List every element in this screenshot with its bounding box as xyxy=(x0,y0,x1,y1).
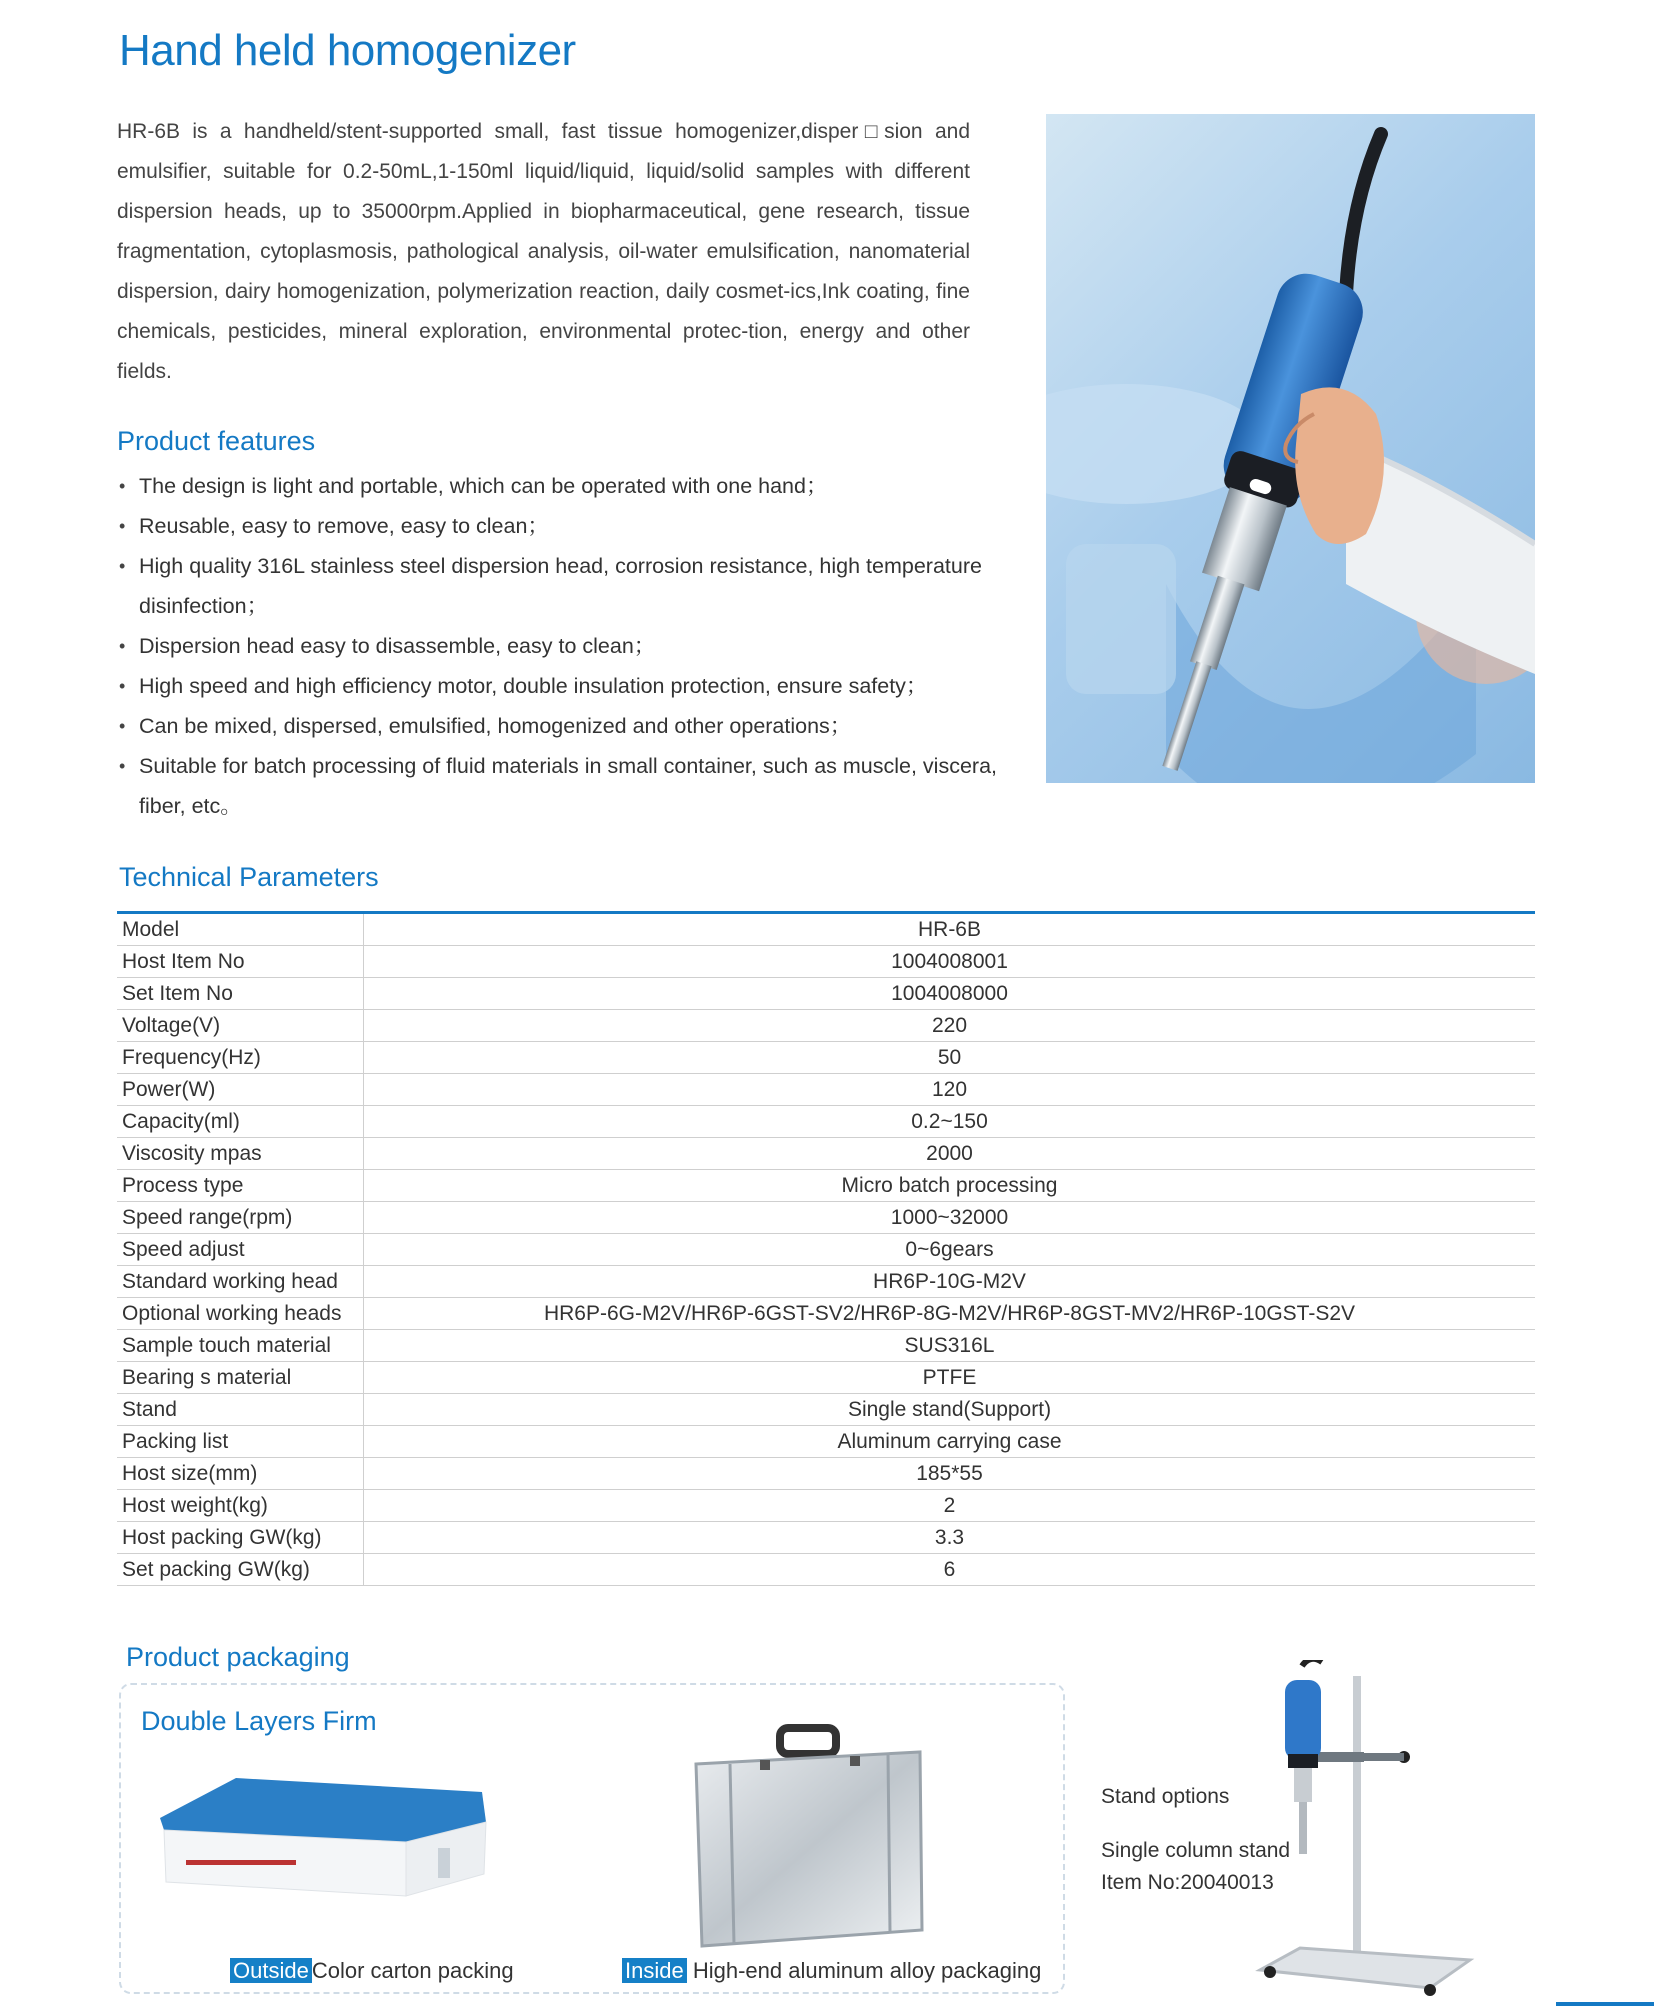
param-label: Speed adjust xyxy=(117,1234,364,1266)
table-row xyxy=(117,1266,1535,1298)
product-photo xyxy=(1046,114,1535,783)
param-value: 50 xyxy=(364,1042,1536,1074)
param-value: 6 xyxy=(364,1554,1536,1586)
features-heading: Product features xyxy=(117,426,316,456)
table-row xyxy=(117,1106,1535,1138)
param-label: Capacity(ml) xyxy=(117,1106,364,1138)
param-value: Aluminum carrying case xyxy=(364,1426,1536,1458)
param-value: PTFE xyxy=(364,1362,1536,1394)
outside-tag: Outside xyxy=(230,1958,312,1983)
table-row xyxy=(117,1138,1535,1170)
feature-item: • Dispersion head easy to disassemble, easy to clean； xyxy=(117,626,997,666)
page-title: Hand held homogenizer xyxy=(119,26,576,75)
param-value: 3.3 xyxy=(364,1522,1536,1554)
param-value: 0.2~150 xyxy=(364,1106,1536,1138)
feature-item: • The design is light and portable, which can be operated with one hand； xyxy=(117,466,997,506)
param-value: Micro batch processing xyxy=(364,1170,1536,1202)
table-row xyxy=(117,1074,1535,1106)
params-table xyxy=(117,914,1535,1586)
packaging-heading: Product packaging xyxy=(126,1642,350,1672)
param-label: Optional working heads xyxy=(117,1298,364,1330)
param-label: Host size(mm) xyxy=(117,1458,364,1490)
stand-options-label: Stand options xyxy=(1101,1785,1230,1808)
param-value: SUS316L xyxy=(364,1330,1536,1362)
param-label: Host weight(kg) xyxy=(117,1490,364,1522)
param-label: Model xyxy=(117,914,364,946)
param-value: 1004008001 xyxy=(364,946,1536,978)
param-label: Sample touch material xyxy=(117,1330,364,1362)
single-column-stand-illustration xyxy=(1240,1660,1480,2005)
outside-text: Color carton packing xyxy=(311,1958,514,1983)
param-label: Standard working head xyxy=(117,1266,364,1298)
param-label: Speed range(rpm) xyxy=(117,1202,364,1234)
param-value: HR6P-10G-M2V xyxy=(364,1266,1536,1298)
feature-item: • Can be mixed, dispersed, emulsified, homogenized and other operations； xyxy=(117,706,997,746)
table-row xyxy=(117,1330,1535,1362)
inside-caption xyxy=(622,1958,1041,1984)
table-row xyxy=(117,1010,1535,1042)
param-label: Set packing GW(kg) xyxy=(117,1554,364,1586)
param-label: Host Item No xyxy=(117,946,364,978)
param-label: Packing list xyxy=(117,1426,364,1458)
table-row xyxy=(117,1522,1535,1554)
param-label: Host packing GW(kg) xyxy=(117,1522,364,1554)
inside-text: High-end aluminum alloy packaging xyxy=(686,1958,1042,1983)
param-label: Frequency(Hz) xyxy=(117,1042,364,1074)
intro-paragraph: HR-6B is a handheld/stent-supported small, fast tissue homogenizer,disper□sion and emulsifier, suitable for 0.2-50mL,1-150ml liquid/liquid, liquid/solid samples with different dispersion heads, up to 35000rpm.Applied in biopharmaceutical, gene research, tissue fragmentation, cytoplasmosis, pathological analysis, oil-water emulsification, nanomaterial dispersion, dairy homogenization, polymerization reaction, daily cosmet-ics,Ink coating, fine chemicals, pesticides, mineral exploration, environmental protec-tion, energy and other fields. xyxy=(117,120,970,383)
aluminum-case-illustration xyxy=(690,1724,930,1950)
table-row xyxy=(117,914,1535,946)
feature-item: • Suitable for batch processing of fluid materials in small container, such as muscle, viscera, fiber, etc。 xyxy=(117,746,997,826)
table-row xyxy=(117,978,1535,1010)
table-row xyxy=(117,946,1535,978)
footer-accent-bar xyxy=(1556,2002,1654,2006)
table-row xyxy=(117,1426,1535,1458)
feature-item: • Reusable, easy to remove, easy to clean； xyxy=(117,506,997,546)
table-row xyxy=(117,1490,1535,1522)
param-label: Set Item No xyxy=(117,978,364,1010)
params-heading: Technical Parameters xyxy=(119,862,379,892)
packaging-box-title: Double Layers Firm xyxy=(141,1706,377,1736)
param-value: 2000 xyxy=(364,1138,1536,1170)
param-value: 185*55 xyxy=(364,1458,1536,1490)
param-value: HR-6B xyxy=(364,914,1536,946)
param-value: 1000~32000 xyxy=(364,1202,1536,1234)
param-label: Voltage(V) xyxy=(117,1010,364,1042)
param-label: Power(W) xyxy=(117,1074,364,1106)
feature-item: • High speed and high efficiency motor, double insulation protection, ensure safety； xyxy=(117,666,997,706)
param-label: Bearing s material xyxy=(117,1362,364,1394)
features-list xyxy=(117,466,997,826)
param-label: Viscosity mpas xyxy=(117,1138,364,1170)
inside-tag: Inside xyxy=(622,1958,687,1983)
outside-caption xyxy=(230,1958,514,1984)
param-value: 1004008000 xyxy=(364,978,1536,1010)
table-row xyxy=(117,1362,1535,1394)
param-value: 0~6gears xyxy=(364,1234,1536,1266)
feature-item: • High quality 316L stainless steel dispersion head, corrosion resistance, high temperature disinfection； xyxy=(117,546,997,626)
table-row xyxy=(117,1234,1535,1266)
stand-name: Single column stand xyxy=(1101,1839,1291,1862)
param-value: HR6P-6G-M2V/HR6P-6GST-SV2/HR6P-8G-M2V/HR6P-8GST-MV2/HR6P-10GST-S2V xyxy=(364,1298,1536,1330)
table-row xyxy=(117,1458,1535,1490)
param-value: Single stand(Support) xyxy=(364,1394,1536,1426)
param-value: 2 xyxy=(364,1490,1536,1522)
param-value: 120 xyxy=(364,1074,1536,1106)
homogenizer-illustration xyxy=(1046,114,1535,783)
table-row xyxy=(117,1298,1535,1330)
stand-item-number: Item No:20040013 xyxy=(1101,1871,1274,1894)
param-label: Stand xyxy=(117,1394,364,1426)
table-row xyxy=(117,1554,1535,1586)
param-label: Process type xyxy=(117,1170,364,1202)
table-row xyxy=(117,1394,1535,1426)
table-row xyxy=(117,1042,1535,1074)
param-value: 220 xyxy=(364,1010,1536,1042)
color-carton-illustration xyxy=(156,1778,492,1898)
table-row xyxy=(117,1170,1535,1202)
table-row xyxy=(117,1202,1535,1234)
